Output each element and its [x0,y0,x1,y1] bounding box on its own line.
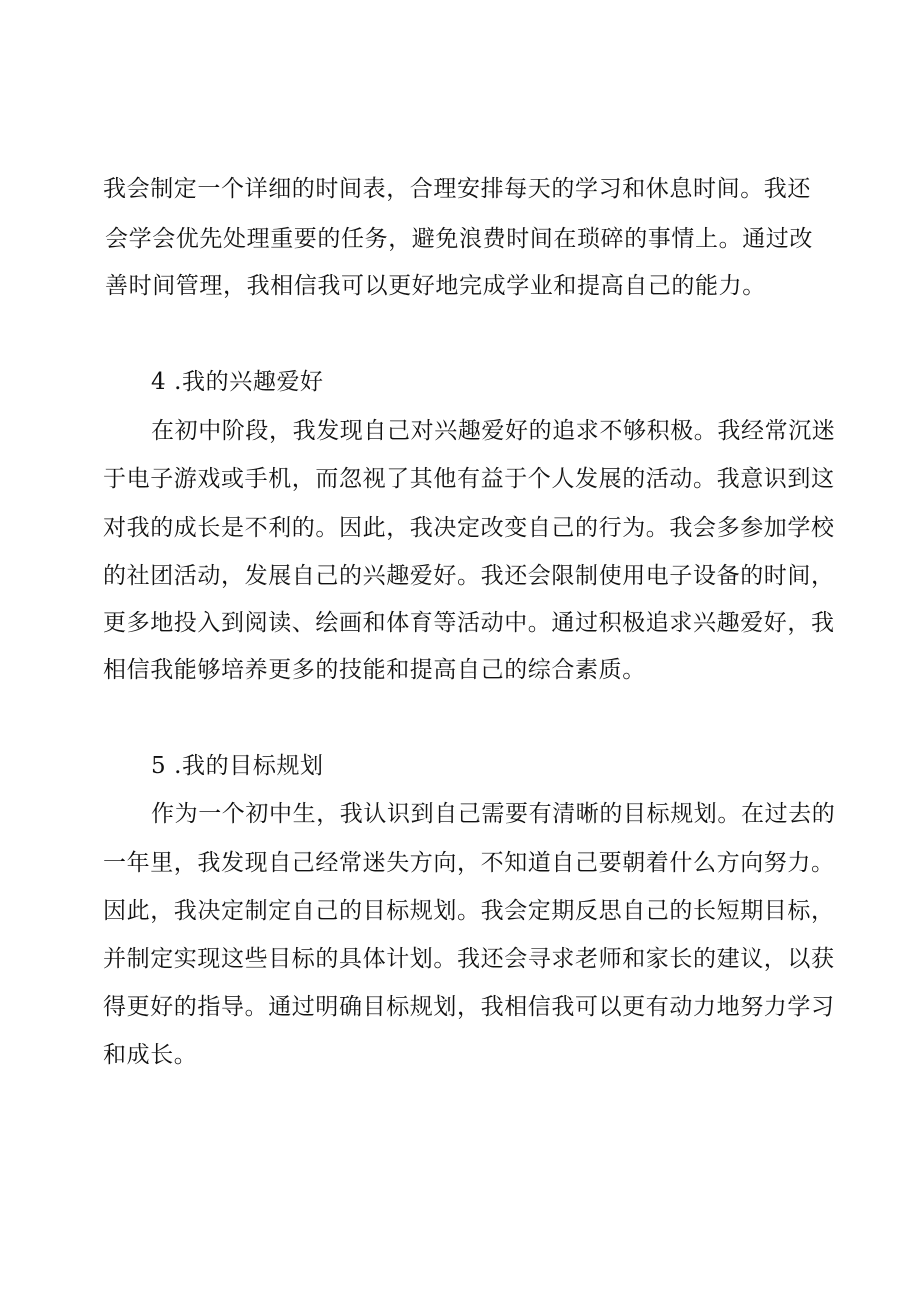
section4-line-1: 在初中阶段，我发现自己对兴趣爱好的追求不够积极。我经常沉迷 [151,418,836,444]
section5-line-2: 一年里，我发现自己经常迷失方向，不知道自己要朝着什么方向努力。 [103,850,835,876]
section5-line-6: 和成长。 [103,1042,198,1068]
section4-line-6: 相信我能够培养更多的技能和提高自己的综合素质。 [103,657,646,683]
section4-heading: 4 .我的兴趣爱好 [151,369,324,395]
section5-line-4: 并制定实现这些目标的具体计划。我还会寻求老师和家长的建议，以获 [103,946,835,972]
section5-line-1: 作为一个初中生，我认识到自己需要有清晰的目标规划。在过去的 [151,801,836,827]
section3-line-1: 我会制定一个详细的时间表，合理安排每天的学习和休息时间。我还 [103,176,811,202]
section4-line-5: 更多地投入到阅读、绘画和体育等活动中。通过积极追求兴趣爱好，我 [103,610,835,636]
section4-line-4: 的社团活动，发展自己的兴趣爱好。我还会限制使用电子设备的时间， [103,563,835,589]
section3-line-2: 会学会优先处理重要的任务，避免浪费时间在琐碎的事情上。通过改 [105,226,813,252]
section5-line-5: 得更好的指导。通过明确目标规划，我相信我可以更有动力地努力学习 [103,994,835,1020]
section3-line-3: 善时间管理，我相信我可以更好地完成学业和提高自己的能力。 [105,273,766,299]
section4-line-3: 对我的成长是不利的。因此，我决定改变自己的行为。我会多参加学校 [103,515,835,541]
section5-heading: 5 .我的目标规划 [151,753,324,779]
section4-line-2: 于电子游戏或手机，而忽视了其他有益于个人发展的活动。我意识到这 [103,466,835,492]
section5-line-3: 因此，我决定制定自己的目标规划。我会定期反思自己的长短期目标， [103,898,835,924]
